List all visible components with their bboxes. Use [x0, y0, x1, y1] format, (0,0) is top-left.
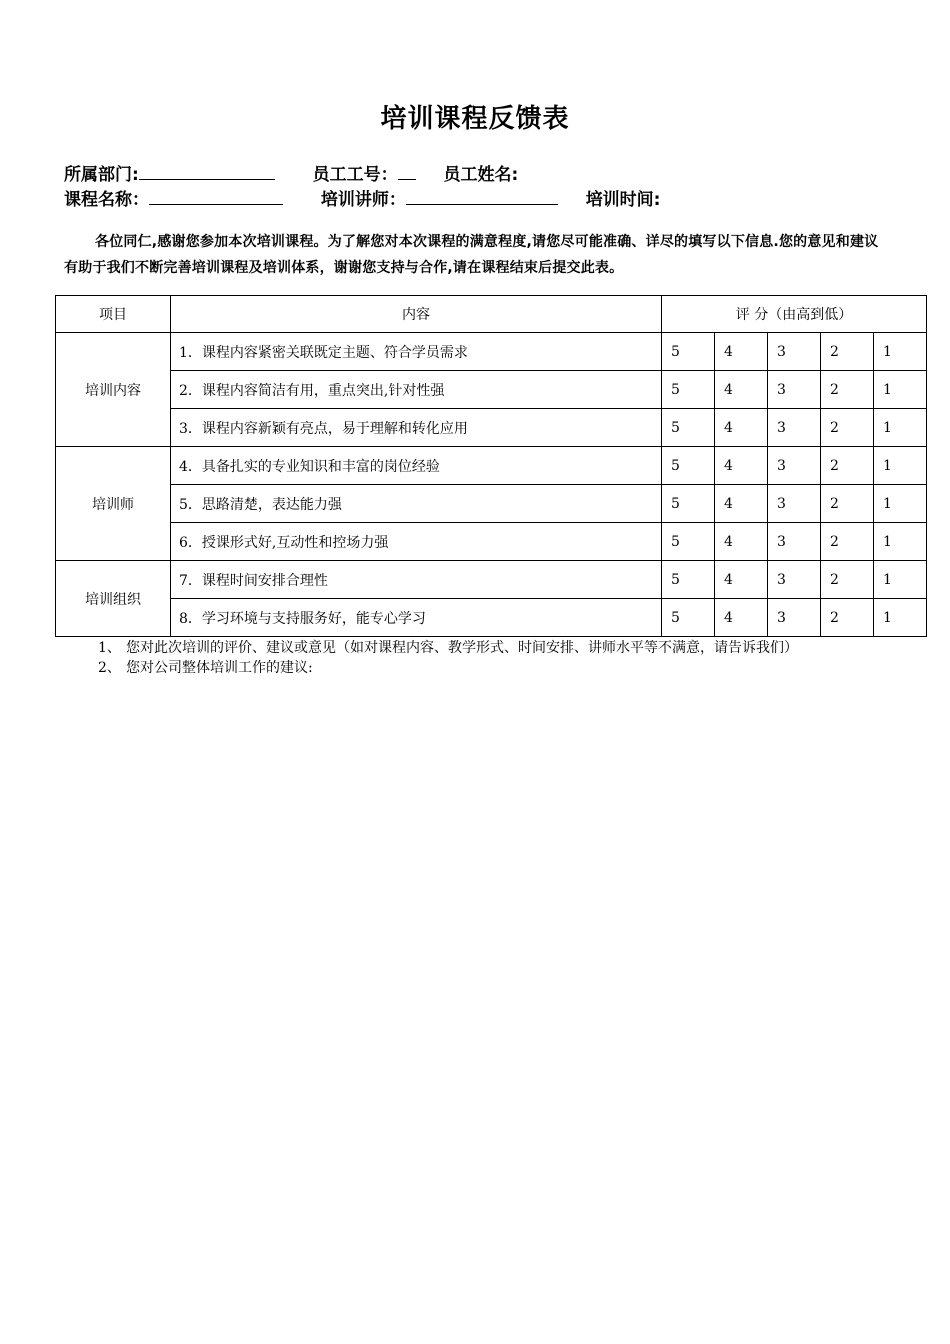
- header-item: 项目: [56, 296, 171, 333]
- table-row: [56, 561, 927, 599]
- score-option-2[interactable]: 2: [821, 409, 874, 447]
- score-option-3[interactable]: 3: [768, 333, 821, 371]
- score-option-5[interactable]: 5: [662, 371, 715, 409]
- score-option-5[interactable]: 5: [662, 523, 715, 561]
- table-row: [56, 409, 927, 447]
- score-option-4[interactable]: 4: [715, 371, 768, 409]
- score-option-1[interactable]: 1: [874, 409, 927, 447]
- score-option-2[interactable]: 2: [821, 561, 874, 599]
- score-option-1[interactable]: 1: [874, 599, 927, 637]
- score-option-2[interactable]: 2: [821, 371, 874, 409]
- score-option-3[interactable]: 3: [768, 371, 821, 409]
- score-option-3[interactable]: 3: [768, 485, 821, 523]
- question-1: [98, 638, 890, 658]
- score-option-2[interactable]: 2: [821, 485, 874, 523]
- table-row: [56, 599, 927, 637]
- score-option-3[interactable]: 3: [768, 561, 821, 599]
- employee-id-field[interactable]: [398, 163, 416, 180]
- feedback-table: [55, 295, 927, 637]
- item-cell: 3．课程内容新颖有亮点，易于理解和转化应用: [171, 409, 662, 447]
- question-number: 1、: [98, 640, 121, 656]
- table-row: [56, 485, 927, 523]
- score-option-4[interactable]: 4: [715, 561, 768, 599]
- question-number: 2、: [98, 660, 121, 676]
- score-option-1[interactable]: 1: [874, 561, 927, 599]
- table-row: [56, 371, 927, 409]
- score-option-2[interactable]: 2: [821, 333, 874, 371]
- score-option-3[interactable]: 3: [768, 599, 821, 637]
- category-cell: 培训组织: [56, 561, 171, 637]
- page-title: 培训课程反馈表: [380, 104, 570, 134]
- item-cell: 7．课程时间安排合理性: [171, 561, 662, 599]
- score-option-3[interactable]: 3: [768, 523, 821, 561]
- department-field[interactable]: [139, 163, 275, 180]
- item-cell: 8．学习环境与支持服务好，能专心学习: [171, 599, 662, 637]
- question-text: 您对公司整体培训工作的建议:: [126, 660, 313, 676]
- score-option-4[interactable]: 4: [715, 447, 768, 485]
- intro-paragraph: 各位同仁,感谢您参加本次培训课程。为了解您对本次课程的满意程度,请您尽可能准确、详尽的填写以下信息.您的意见和建议有助于我们不断完善培训课程及培训体系，谢谢您支持与合作,请在课程结束后提交此表。: [64, 234, 879, 276]
- table-row: [56, 523, 927, 561]
- table-row: [56, 447, 927, 485]
- department-label: 所属部门:: [64, 165, 139, 185]
- score-option-5[interactable]: 5: [662, 599, 715, 637]
- score-option-5[interactable]: 5: [662, 447, 715, 485]
- category-cell: 培训师: [56, 447, 171, 561]
- score-option-5[interactable]: 5: [662, 561, 715, 599]
- item-cell: 6．授课形式好,互动性和控场力强: [171, 523, 662, 561]
- score-option-1[interactable]: 1: [874, 485, 927, 523]
- employee-id-label: 员工工号：: [312, 165, 398, 185]
- score-option-2[interactable]: 2: [821, 599, 874, 637]
- course-name-label: 课程名称：: [64, 190, 149, 210]
- score-option-4[interactable]: 4: [715, 485, 768, 523]
- table-header-row: [56, 296, 927, 333]
- score-option-5[interactable]: 5: [662, 409, 715, 447]
- item-cell: 1．课程内容紧密关联既定主题、符合学员需求: [171, 333, 662, 371]
- category-cell: 培训内容: [56, 333, 171, 447]
- question-text: 您对此次培训的评价、建议或意见（如对课程内容、教学形式、时间安排、讲师水平等不满意，请告诉我们）: [126, 640, 798, 656]
- score-option-5[interactable]: 5: [662, 485, 715, 523]
- info-row-1: [64, 160, 518, 185]
- employee-name-label: 员工姓名:: [443, 165, 519, 185]
- score-option-1[interactable]: 1: [874, 333, 927, 371]
- score-option-4[interactable]: 4: [715, 333, 768, 371]
- header-content: 内容: [171, 296, 662, 333]
- score-option-5[interactable]: 5: [662, 333, 715, 371]
- question-2: [98, 658, 890, 678]
- score-option-2[interactable]: 2: [821, 447, 874, 485]
- trainer-field[interactable]: [406, 188, 558, 205]
- header-score: 评 分（由高到低）: [662, 296, 927, 333]
- table-row: [56, 333, 927, 371]
- trainer-label: 培训讲师：: [320, 190, 406, 210]
- open-questions: [98, 638, 890, 678]
- score-option-1[interactable]: 1: [874, 371, 927, 409]
- score-option-1[interactable]: 1: [874, 523, 927, 561]
- score-option-3[interactable]: 3: [768, 447, 821, 485]
- score-option-4[interactable]: 4: [715, 523, 768, 561]
- score-option-4[interactable]: 4: [715, 599, 768, 637]
- table-body: [56, 333, 927, 637]
- score-option-1[interactable]: 1: [874, 447, 927, 485]
- course-name-field[interactable]: [149, 188, 283, 205]
- info-row-2: [64, 185, 661, 210]
- item-cell: 4．具备扎实的专业知识和丰富的岗位经验: [171, 447, 662, 485]
- score-option-3[interactable]: 3: [768, 409, 821, 447]
- score-option-4[interactable]: 4: [715, 409, 768, 447]
- item-cell: 2．课程内容简洁有用，重点突出,针对性强: [171, 371, 662, 409]
- score-option-2[interactable]: 2: [821, 523, 874, 561]
- item-cell: 5．思路清楚，表达能力强: [171, 485, 662, 523]
- training-time-label: 培训时间:: [585, 190, 661, 210]
